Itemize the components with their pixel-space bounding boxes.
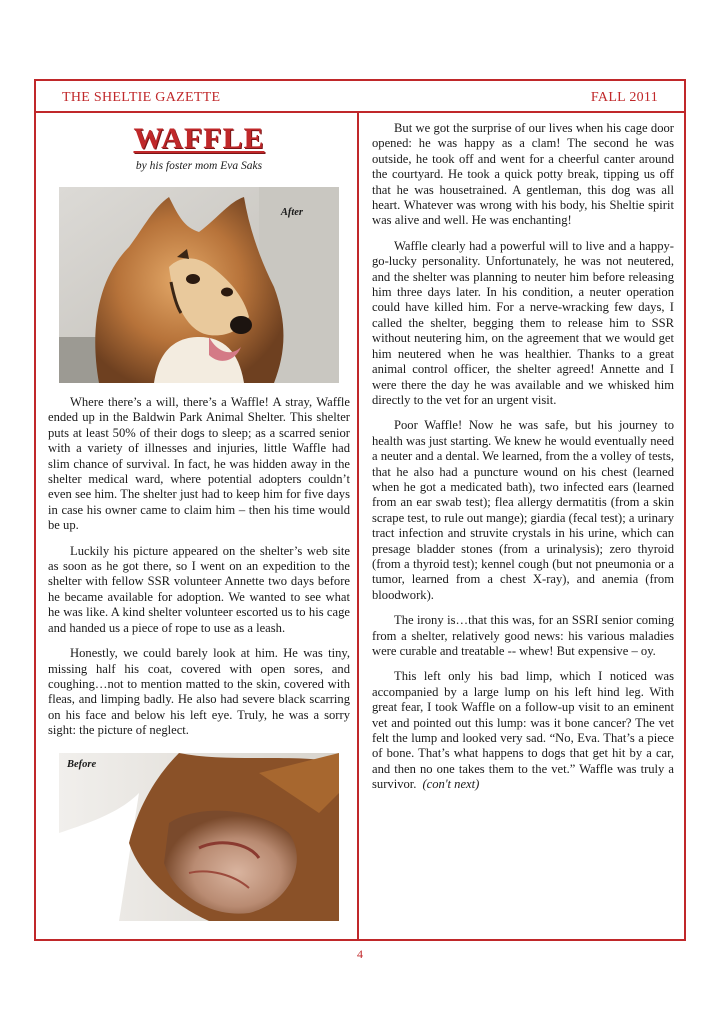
page-frame bbox=[34, 79, 686, 941]
page-number: 4 bbox=[357, 947, 363, 961]
article-title: WAFFLE bbox=[133, 122, 265, 155]
masthead bbox=[36, 81, 684, 113]
paragraph: Luckily his picture appeared on the shelter’s web site as soon as he got there, so I went on an expedition to the shelter with fellow SSR volunteer Annette two days before he became available for adoption. We wanted to see what he was like. A kind shelter volunteer escorted us to his cage and handed us a piece of rope to use as a leash. bbox=[48, 543, 350, 635]
paragraph: Poor Waffle! Now he was safe, but his journey to health was just starting. We knew he would eventually need a neuter and a dental. We learned, from the a volley of tests, that he also had a puncture wound on his chest (learned when he got a medicated bath), two infected ears (learned from an ear swab test); flea allergy dermatitis (from a skin scrape test, to rule out mange); giardia (fecal test); a urinary tract infection and struvite crystals in his urine, which can presage bladder stones (from a urinalysis); zero thyroid (from a thyroid test); kennel cough (but not pneumonia or a tumor, learned from a chest X-ray), and anemia (from bloodwork). bbox=[372, 418, 674, 602]
column-divider bbox=[357, 113, 359, 939]
photo-before-caption: Before bbox=[67, 758, 97, 770]
paragraph: The irony is…that this was, for an SSRI senior coming from a shelter, relatively good news: his various maladies were curable and treatable -- whew! But expensive – oy. bbox=[372, 613, 674, 658]
injured-coat-image bbox=[59, 753, 339, 921]
article-byline: by his foster mom Eva Saks bbox=[135, 160, 263, 172]
photo-before-dog bbox=[59, 753, 339, 921]
issue-date: FALL 2011 bbox=[590, 90, 658, 105]
paragraph-final bbox=[372, 669, 674, 792]
photo-after-caption: After bbox=[280, 207, 303, 218]
paragraph: Honestly, we could barely look at him. He was tiny, missing half his coat, covered with open sores, and coughing…not to mention matted to the skin, covered with fleas, and limping badly. He also had severe black scarring on his face and below his left eye. Truly, he was a sorry sight: the picture of neglect. bbox=[48, 646, 350, 738]
paragraph: Where there’s a will, there’s a Waffle! A stray, Waffle ended up in the Baldwin Park Animal Shelter. This shelter puts at least 50% of their dogs to sleep; as a scarred senior with a variety of illnesses and injuries, little Waffle had slim chance of survival. In fact, he was hidden away in the shelter medical ward, where potential adopters couldn’t even see him. The shelter just had to keep him for five days in case his owner came to claim him – then his time would be up. bbox=[48, 395, 350, 533]
paragraph: But we got the surprise of our lives when his cage door opened: he was happy as a clam! The second he was outside, he took off and went for a cheerful canter around the courtyard. He took a quick potty break, tipping us off that he was housetrained. A gentleman, this dog was all heart. Whatever was wrong with his body, his Sheltie spirit was alive and well. He was enchanting! bbox=[372, 121, 674, 228]
right-column bbox=[372, 121, 674, 793]
left-column bbox=[48, 121, 350, 921]
publication-name: THE SHELTIE GAZETTE bbox=[62, 90, 221, 105]
photo-after-dog bbox=[59, 187, 339, 383]
left-column-text bbox=[48, 395, 350, 739]
paragraph: Waffle clearly had a powerful will to live and a happy-go-lucky personality. Unfortunately, he was not neutered, and the shelter was planning to neuter him before releasing him three days later. In his condition, a neuter operation could have killed him. For a nerve-wracking few days, I called the shelter, begging them to release him to SSR without neutering him, on the agreement that we would get him neutered when he was healthier. Thanks to a great animal control officer, the shelter agreed! Annette and I were there the day he was available and we whisked him directly to the vet for an urgent visit. bbox=[372, 238, 674, 407]
paragraph-final-text: This left only his bad limp, which I noticed was accompanied by a large lump on his left hind leg. With great fear, I took Waffle on a follow-up visit to an eminent vet and pointed out this lump: was it bone cancer? The vet felt the lump and looked very sad. “No, Eva. That’s a piece of bone. That’s what happens to dogs that get hit by a car, and then no one takes them to the vet.” Waffle was truly a survivor. bbox=[372, 669, 674, 792]
continued-note: (con't next) bbox=[422, 777, 480, 792]
